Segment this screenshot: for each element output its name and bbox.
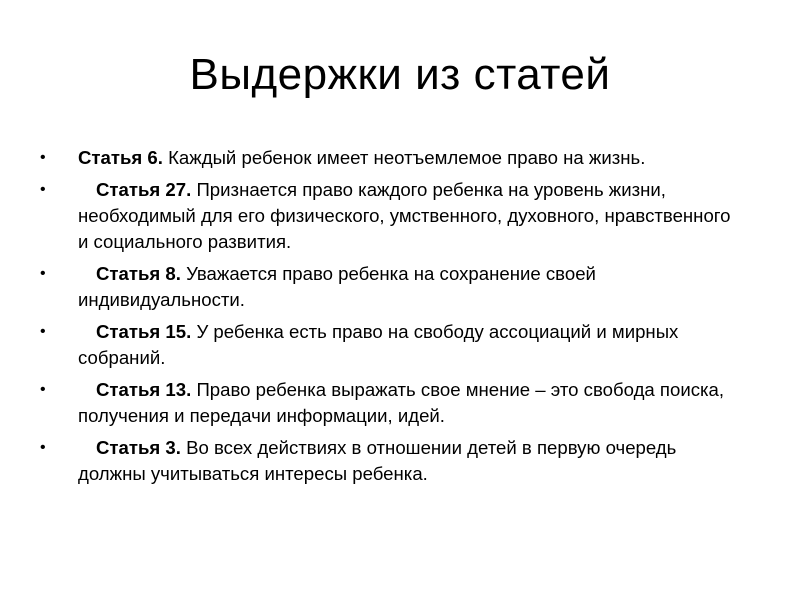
bullet-icon: •: [40, 265, 46, 282]
bullet-icon: •: [40, 381, 46, 398]
bullet-icon: •: [40, 323, 46, 340]
list-item: [40, 261, 740, 313]
bullet-icon: •: [40, 149, 46, 166]
bullet-icon: •: [40, 181, 46, 198]
article-number: Статья 27.: [96, 179, 192, 200]
list-item: [40, 145, 740, 171]
article-text: У ребенка есть право на свободу ассоциаций и мирных собраний.: [78, 321, 679, 368]
article-number: Статья 13.: [96, 379, 192, 400]
bullet-list: [40, 145, 740, 493]
article-number: Статья 3.: [96, 437, 181, 458]
article-number: Статья 8.: [96, 263, 181, 284]
list-item: [40, 377, 740, 429]
article-text: Право ребенка выражать свое мнение – это свобода поиска, получения и передачи информации, идей.: [78, 379, 725, 426]
article-text: Уважается право ребенка на сохранение своей индивидуальности.: [78, 263, 596, 310]
bullet-icon: •: [40, 439, 46, 456]
article-number: Статья 6.: [78, 147, 163, 168]
list-item: [40, 177, 740, 255]
article-text: Каждый ребенок имеет неотъемлемое право на жизнь.: [162, 147, 646, 168]
list-item: [40, 435, 740, 487]
list-item: [40, 319, 740, 371]
article-text: Во всех действиях в отношении детей в первую очередь должны учитываться интересы ребенка.: [78, 437, 677, 484]
article-text: Признается право каждого ребенка на уровень жизни, необходимый для его физического, умственного, духовного, нравственного и социального развития.: [78, 179, 731, 252]
article-number: Статья 15.: [96, 321, 192, 342]
slide-title: Выдержки из статей: [189, 50, 611, 99]
